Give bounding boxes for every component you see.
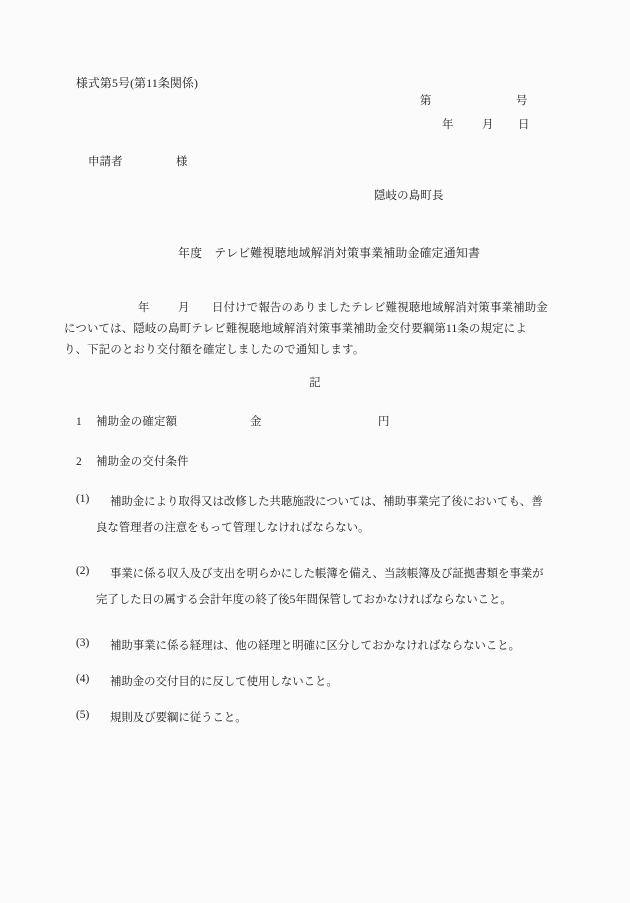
issue-date-year-label: 年 [442, 119, 454, 131]
item-1-unit-label: 円 [378, 416, 390, 428]
condition-4-marker: (4) [76, 673, 90, 685]
body-paragraph-line-3: り、下記のとおり交付額を確定しましたので通知します。 [64, 344, 365, 356]
addressee-row [88, 156, 188, 203]
issue-date-row [420, 120, 580, 177]
condition-2-line-1: 事業に係る収入及び支出を明らかにした帳簿を備え、当該帳簿及び証拠書類を事業が [110, 568, 544, 580]
condition-item-5 [76, 709, 576, 757]
addressee-honorific: 様 [176, 156, 188, 168]
condition-5-marker: (5) [76, 709, 90, 721]
issuer-name: 隠岐の島町長 [374, 190, 444, 202]
condition-1-line-1: 補助金により取得又は改修した共聴施設については、補助事業完了後においても、善 [110, 496, 543, 508]
condition-3-line-1: 補助事業に係る経理は、他の経理と明確に区分しておかなければならないこと。 [110, 640, 521, 652]
document-number-prefix-label: 第 [420, 95, 432, 107]
item-1-amount-label: 金 [250, 416, 262, 428]
issue-date-day-label: 日 [518, 119, 530, 131]
condition-item-1 [76, 493, 576, 553]
ki-marker: 記 [309, 377, 321, 389]
condition-2-marker: (2) [76, 565, 90, 577]
form-number: 様式第5号(第11条関係) [76, 76, 199, 90]
addressee-role-label: 申請者 [88, 156, 123, 168]
item-2-label: 補助金の交付条件 [96, 456, 189, 468]
condition-4-line-1: 補助金の交付目的に反して使用しないこと。 [110, 676, 338, 688]
condition-1-marker: (1) [76, 493, 90, 505]
condition-5-line-1: 規則及び要綱に従うこと。 [110, 712, 247, 724]
condition-2-line-2: 完了した日の属する会計年度の終了後5年間保管しておかなければならないこと。 [96, 594, 512, 606]
condition-3-marker: (3) [76, 637, 90, 649]
body-paragraph-line-2: については、隠岐の島町テレビ難視聴地域解消対策事業補助金交付要綱第11条の規定によ [64, 323, 527, 335]
condition-1-line-2: 良な管理者の注意をもって管理しなければならない。 [96, 522, 370, 534]
issue-date-month-label: 月 [482, 119, 494, 131]
item-1-number: 1 [76, 416, 82, 428]
report-date-month-label: 月 [178, 302, 190, 314]
document-number-suffix-label: 号 [516, 95, 528, 107]
document-title: 年度 テレビ難視聴地域解消対策事業補助金確定通知書 [178, 246, 481, 260]
report-date-year-label: 年 [138, 302, 150, 314]
item-2-number: 2 [76, 456, 82, 468]
condition-item-2 [76, 565, 576, 625]
item-1-label: 補助金の確定額 [96, 416, 178, 428]
body-paragraph-line-1-text: 日付けで報告のありましたテレビ難視聴地域解消対策事業補助金 [212, 302, 548, 314]
